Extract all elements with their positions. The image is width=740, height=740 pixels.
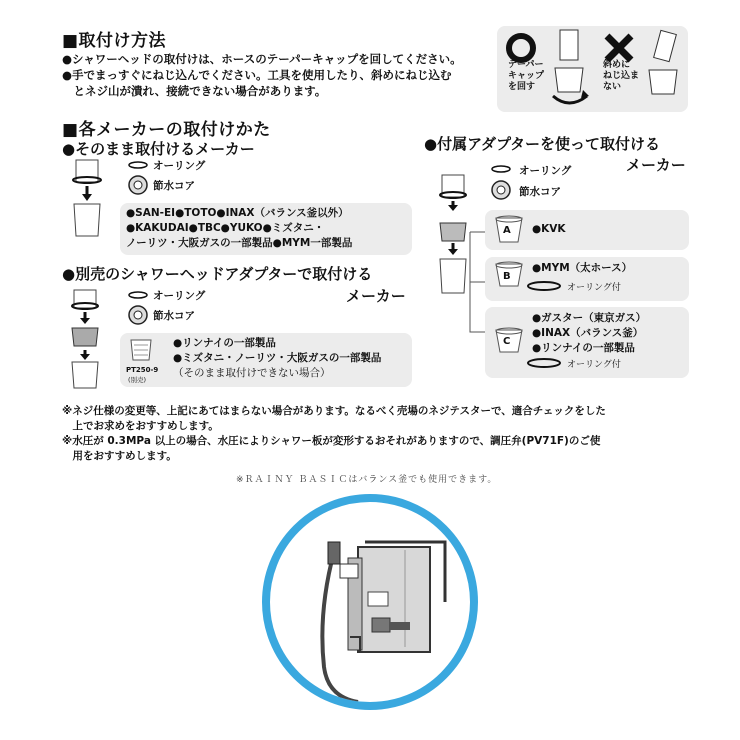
- install-line-2: ●手でまっすぐにねじ込んでください。工具を使用したり、斜めにねじ込む: [62, 68, 452, 82]
- ng-cross-icon: [607, 36, 631, 60]
- adapter-b-oring-label: オーリング付: [567, 283, 621, 293]
- section-title-install: ■取付け方法: [62, 31, 167, 51]
- sold-oring-label: オーリング: [153, 290, 206, 302]
- shower-head-icon: [74, 204, 100, 236]
- sold-hose-illustration: [64, 290, 114, 390]
- ok-head-icon: [555, 68, 583, 92]
- included-title: ●付属アダプターを使って取付ける: [424, 135, 660, 153]
- shower-head-icon: [72, 362, 98, 388]
- direct-title: ●そのまま取付けるメーカー: [62, 140, 255, 158]
- adapter-c-maker-3: ●リンナイの一部製品: [532, 342, 635, 354]
- adapter-code: PT250-9: [126, 366, 159, 374]
- oring-part-icon: [129, 162, 147, 168]
- direct-maker-line-2: ●KAKUDAI●TBC●YUKO●ミズタニ・: [126, 222, 325, 234]
- sold-parts: [123, 288, 153, 328]
- arrow-down-icon: [82, 194, 92, 201]
- hose-end-icon: [442, 175, 464, 197]
- adapter-b-maker: ●MYM（太ホース）: [532, 262, 633, 274]
- install-line-1: ●シャワーヘッドの取付けは、ホースのテーパーキャップを回してください。: [62, 52, 462, 66]
- adapter-c-letter: C: [503, 336, 511, 347]
- shower-head-photo-icon: [328, 542, 340, 564]
- direct-core-label: 節水コア: [153, 180, 195, 192]
- direct-maker-line-3: ノーリツ・大阪ガスの一部製品●MYM一部製品: [126, 237, 353, 249]
- sold-title-2: メーカー: [346, 287, 406, 305]
- adapter-a-maker: ●KVK: [532, 223, 566, 235]
- product-photo: [270, 492, 470, 712]
- ng-label: 斜めに ねじ込ま ない: [603, 60, 640, 92]
- adapter-c-maker-1: ●ガスター（東京ガス）: [532, 312, 647, 324]
- direct-maker-line-1: ●SAN-EI●TOTO●INAX（バランス釜以外）: [126, 207, 349, 219]
- hose-end-icon: [74, 290, 96, 308]
- shower-head-icon: [440, 259, 466, 293]
- oring-part-icon: [129, 292, 147, 298]
- adapter-c-oring-icon: [524, 357, 570, 371]
- included-core-label: 節水コア: [519, 186, 561, 198]
- note-line-4: 用をおすすめします。: [62, 450, 177, 462]
- sold-maker-line-3: （そのまま取付けできない場合）: [173, 367, 331, 379]
- direct-hose-illustration: [68, 160, 118, 240]
- note-line-1: ※ネジ仕様の変更等、上記にあてはまらない場合があります。なるべく売場のネジテスターで、適合チェックをした: [62, 405, 606, 417]
- section-title-makers: ■各メーカーの取付けかた: [62, 120, 271, 140]
- adapter-b-oring-icon: [524, 280, 570, 294]
- ok-label: テーパー キャップ を回す: [508, 60, 545, 92]
- adapter-c-maker-2: ●INAX（バランス釜）: [532, 327, 644, 339]
- hose-end-icon: [76, 160, 98, 182]
- included-title-2: メーカー: [626, 156, 686, 174]
- adapter-icon: [440, 223, 466, 241]
- ok-circle-icon: [509, 36, 533, 60]
- adapter-part-icon: [128, 337, 154, 363]
- oring-part-icon: [492, 166, 510, 172]
- adapter-note: (別売): [128, 376, 147, 384]
- adapter-b-letter: B: [503, 271, 511, 282]
- ok-hose-icon: [560, 30, 578, 60]
- sold-core-label: 節水コア: [153, 310, 195, 322]
- adapter-icon: [72, 328, 98, 346]
- included-oring-label: オーリング: [519, 165, 572, 177]
- note-line-3: ※水圧が 0.3MPa 以上の場合、水圧によりシャワー板が変形するおそれがありますので、調圧弁(PV71F)のご使: [62, 435, 601, 447]
- sold-maker-line-2: ●ミズタニ・ノーリツ・大阪ガスの一部製品: [173, 352, 382, 364]
- included-parts: [486, 160, 516, 200]
- direct-oring-label: オーリング: [153, 160, 206, 172]
- included-hose-illustration: [434, 175, 474, 295]
- footnote: ※ＲＡＩＮＹ ＢＡＳＩＣはバランス釜でも使用できます。: [236, 475, 498, 485]
- install-line-3: とネジ山が潰れ、接続できない場合があります。: [62, 84, 327, 98]
- ng-hose-icon: [654, 30, 677, 61]
- note-line-2: 上でお求めをおすすめします。: [62, 420, 219, 432]
- sold-title: ●別売のシャワーヘッドアダプターで取付ける: [62, 265, 373, 283]
- adapter-c-oring-label: オーリング付: [567, 360, 621, 370]
- ng-head-icon: [649, 70, 677, 94]
- adapter-a-letter: A: [503, 225, 511, 236]
- direct-parts: [123, 158, 153, 198]
- faucet-icon: [372, 618, 390, 632]
- sold-maker-line-1: ●リンナイの一部製品: [173, 337, 276, 349]
